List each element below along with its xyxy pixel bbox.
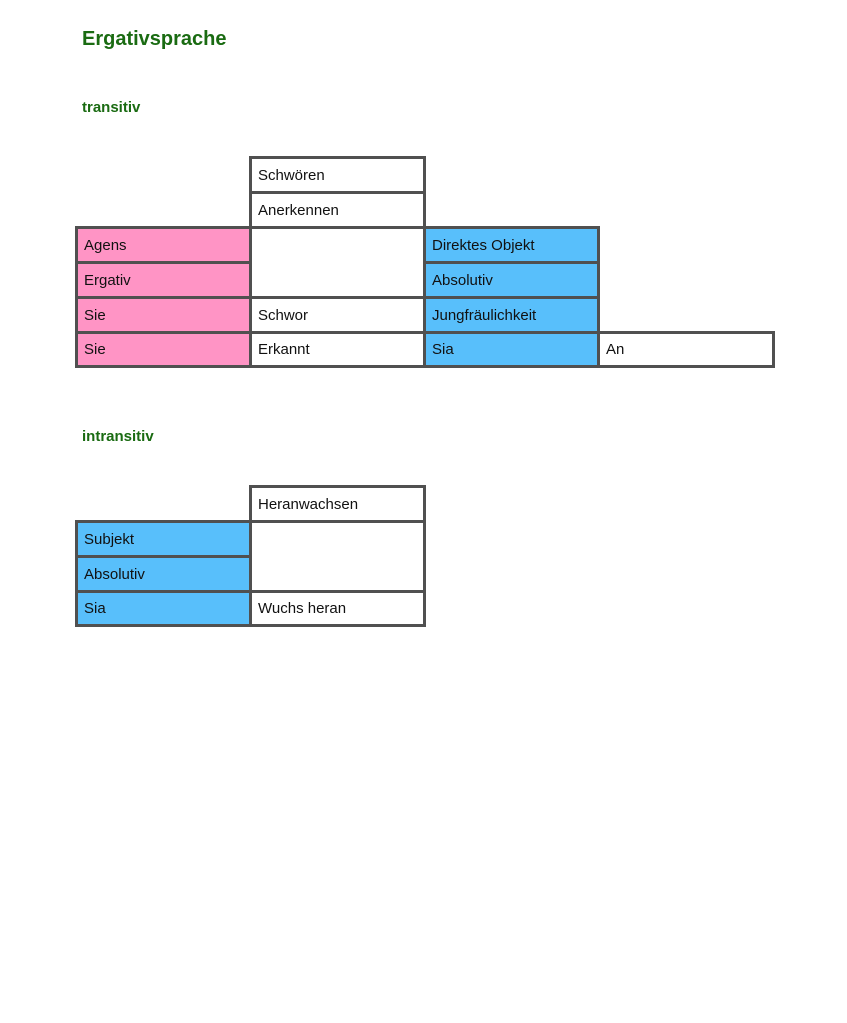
subject-label-cell: Subjekt [75,520,252,558]
page-title: Ergativsprache [82,28,227,50]
empty-verb-cell [249,226,426,299]
agent-label-cell: Agens [75,226,252,264]
section-heading-intransitiv: intransitiv [82,428,154,445]
empty-verb-cell [249,520,426,593]
agent-pronoun-cell: Sie [75,331,252,368]
verb-form-cell: Wuchs heran [249,590,426,627]
section-heading-transitiv: transitiv [82,99,141,116]
verb-header-cell: Schwören [249,156,426,194]
verb-header-cell: Anerkennen [249,191,426,229]
agent-pronoun-cell: Sie [75,296,252,334]
verb-header-cell: Heranwachsen [249,485,426,523]
object-pronoun-cell: Sia [423,331,600,368]
object-noun-cell: Jungfräulichkeit [423,296,600,334]
verb-form-cell: Erkannt [249,331,426,368]
verb-form-cell: Schwor [249,296,426,334]
particle-cell: An [597,331,775,368]
case-label-cell: Absolutiv [75,555,252,593]
case-label-cell: Absolutiv [423,261,600,299]
case-label-cell: Ergativ [75,261,252,299]
object-label-cell: Direktes Objekt [423,226,600,264]
subject-pronoun-cell: Sia [75,590,252,627]
